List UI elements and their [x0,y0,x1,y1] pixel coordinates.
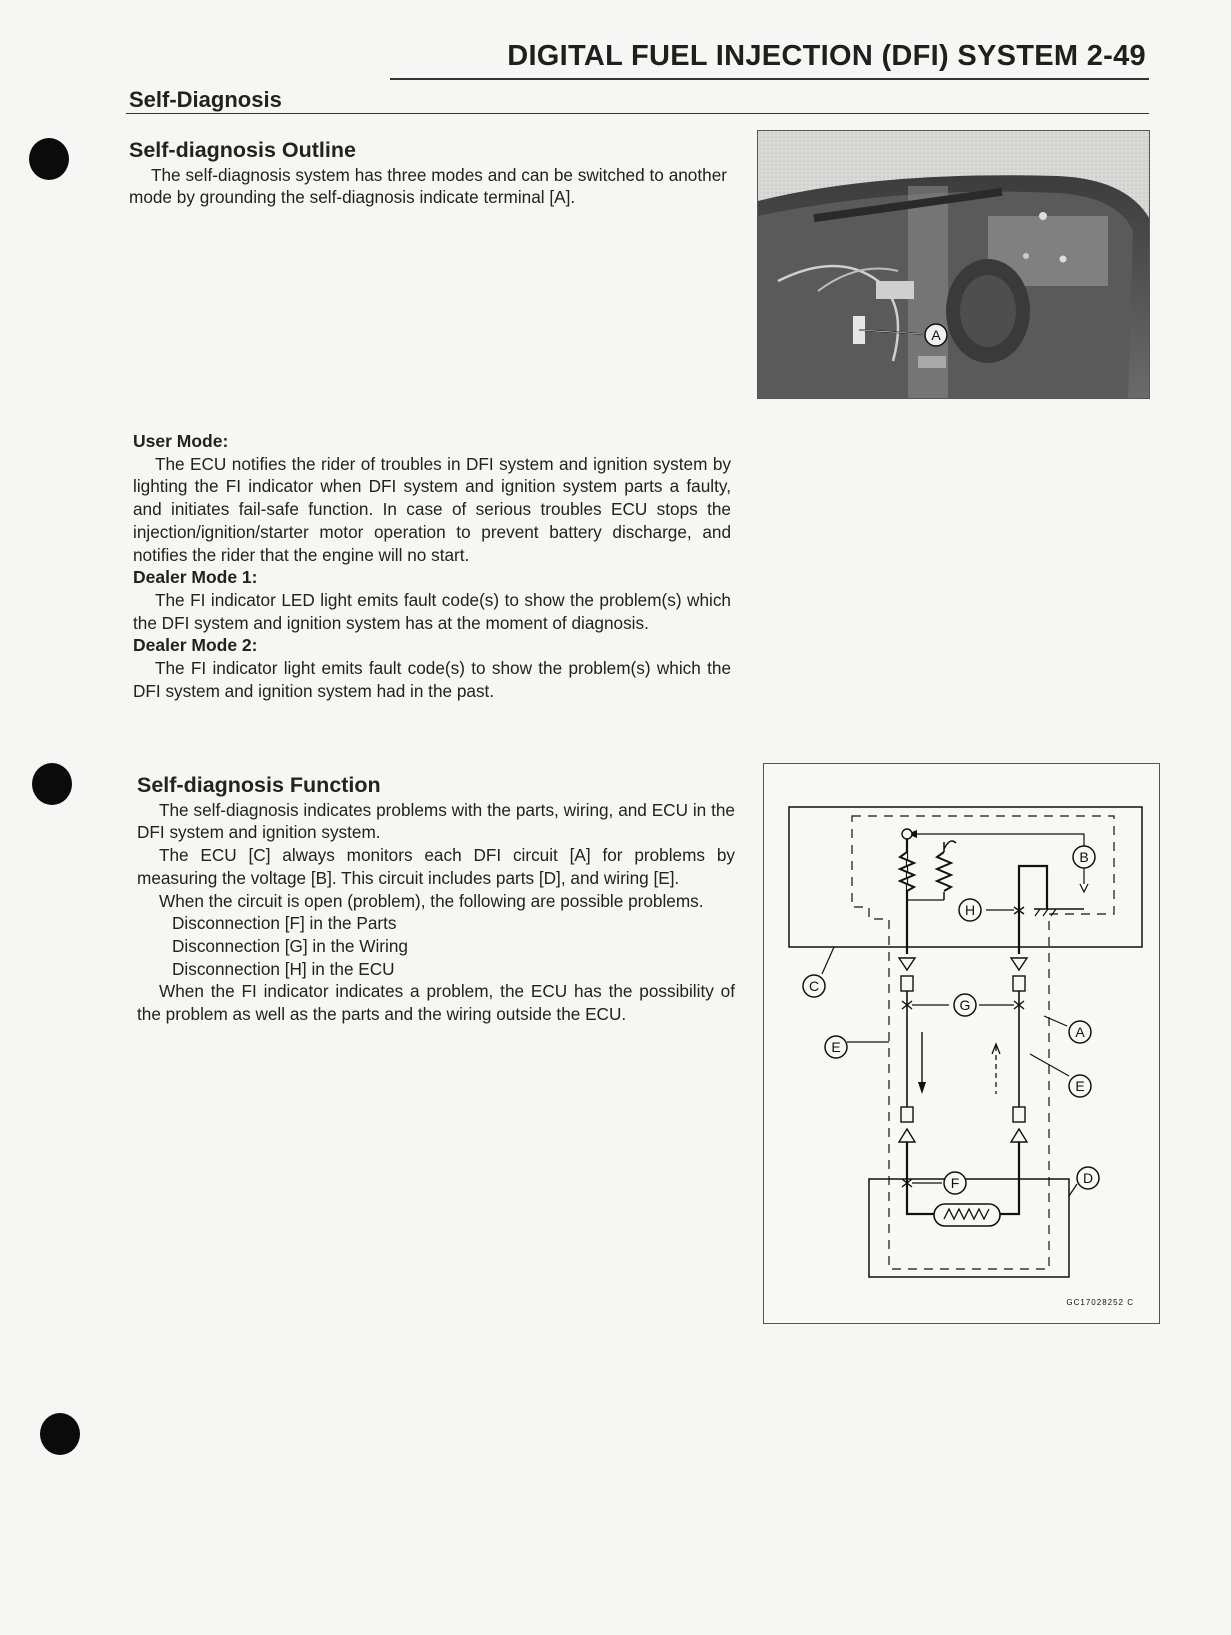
dealer-mode-2-text: The FI indicator light emits fault code(s) to show the problem(s) which the DFI system and ignition system had in the past. [133,658,731,701]
ecu-box [789,807,1142,947]
diagram-label-e-right: E [1075,1078,1085,1094]
user-mode-text: The ECU notifies the rider of troubles in DFI system and ignition system by lighting the FI indicator when DFI system and ignition system parts a faulty, and initiates fail-safe function. In case of serious troubles ECU stops the injection/ignition/starter motor operation to prevent battery discharge, and notifies the rider that the engine will no start. [133,453,731,565]
diagram-label-a: A [1075,1024,1085,1040]
binder-hole-bottom [40,1413,80,1455]
diagram-label-d: D [1082,1170,1094,1186]
function-p4: When the FI indicator indicates a problem, the ECU has the possibility of the problem as well as the parts and the wiring outside the ECU. [137,981,735,1025]
circuit-diagram-svg [764,764,1161,1325]
binder-hole-top [29,138,69,180]
diagram-code: GC17028252 C [1066,1298,1134,1307]
diagram-label-f: F [950,1175,960,1191]
diagram-label-h: H [964,902,976,918]
outline-block [129,139,727,209]
modes-block [133,430,731,702]
user-mode-heading: User Mode: [133,431,229,451]
function-p2: The ECU [C] always monitors each DFI circuit [A] for problems by measuring the voltage [B]. This circuit includes parts [D], and wiring [E]. [137,845,735,888]
page-header-title: DIGITAL FUEL INJECTION (DFI) SYSTEM 2-49 [507,40,1146,72]
section-title: Self-Diagnosis [129,87,282,112]
function-block [137,774,735,1026]
function-p1: The self-diagnosis indicates problems with the parts, wiring, and ECU in the DFI system and ignition system. [137,799,735,843]
terminal-photo-svg [758,131,1150,399]
dealer-mode-1-text: The FI indicator LED light emits fault code(s) to show the problem(s) which the DFI system and ignition system has at the moment of diagnosis. [133,589,731,633]
diagram-label-g: G [959,997,971,1013]
section-rule [126,113,1149,114]
monitoring-path-dashed [852,816,1114,1269]
diagram-label-c: C [808,978,820,994]
dealer-mode-1-heading: Dealer Mode 1: [133,567,258,588]
terminal-photo [757,130,1150,399]
diagram-label-e-left: E [831,1039,841,1055]
outline-text: The self-diagnosis system has three modes and can be switched to another mode by grounding the self-diagnosis indicate terminal [A]. [129,164,727,208]
outline-heading: Self-diagnosis Outline [129,138,356,162]
diagram-label-b: B [1079,849,1089,865]
function-p3: When the circuit is open (problem), the following are possible problems. [159,890,704,911]
function-heading: Self-diagnosis Function [137,773,381,797]
circuit-diagram [763,763,1160,1324]
function-list-item-f: Disconnection [F] in the Parts [172,913,397,934]
parts-box [869,1179,1069,1277]
function-list-item-h: Disconnection [H] in the ECU [172,958,395,979]
function-list-item-g: Disconnection [G] in the Wiring [172,935,408,956]
dealer-mode-2-heading: Dealer Mode 2: [133,635,258,656]
photo-callout-a: A [931,327,941,343]
header-rule [390,78,1149,80]
binder-hole-middle [32,763,72,805]
